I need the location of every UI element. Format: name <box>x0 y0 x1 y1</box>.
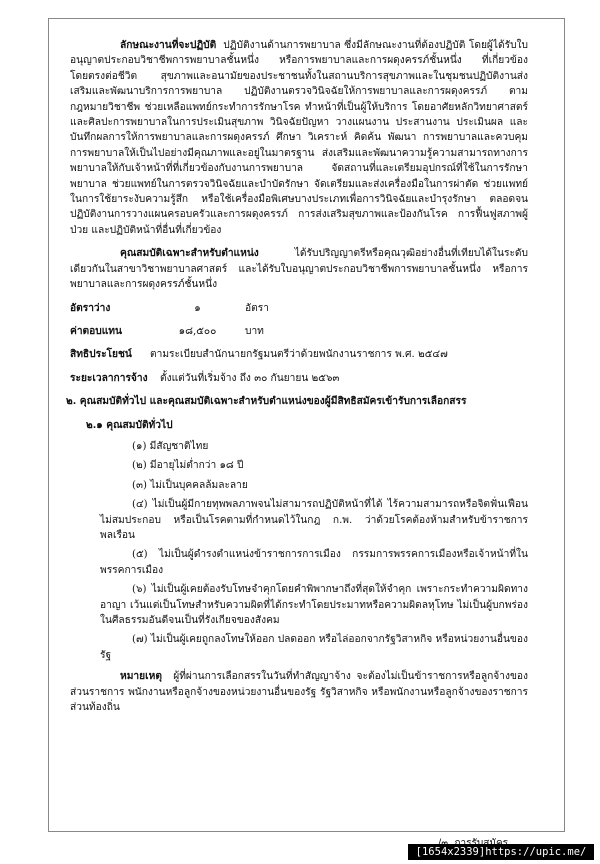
note-paragraph <box>70 669 528 715</box>
vacancy-value: ๑ <box>194 302 201 314</box>
job-label: ลักษณะงานที่จะปฏิบัติ <box>120 39 217 51</box>
list-item: (๓) ไม่เป็นบุคคลล้มละลาย <box>132 479 248 491</box>
section-2-1-heading: ๒.๑ คุณสมบัติทั่วไป <box>86 418 173 431</box>
job-paragraph <box>70 38 528 238</box>
list-item: (๒) มีอายุไม่ต่ำกว่า ๑๘ ปี <box>132 460 244 472</box>
job-text: ปฏิบัติงานด้านการพยาบาล ซึ่งมีลักษณะงานที่ต้องปฏิบัติ โดยผู้ได้รับใบอนุญาตประกอบวิชาชีพการพยาบาลชั้นหนึ่ง หรือการพยาบาลและการผดุงครรภ์ชั้นหนึ่ง ที่เกี่ยวข้องโดยตรงต่อชีวิต สุขภาพและอนามัยของประชาชนทั้งในสถานบริการสุขภาพและในชุมชนปฏิบัติงานส่งเสริมและพัฒนาบริการการพยาบาล ปฏิบัติงานตรวจวินิจฉัยให้การพยาบาลและการผดุงครรภ์ ตามกฎหมายวิชาชีพ ช่วยเหลือแพทย์กระทำการรักษาโรค ทำหน้าที่เป็นผู้ให้บริการ โดยอาศัยหลักวิทยาศาสตร์และศิลปะการพยาบาลในการประเมินสุขภาพ วินิจฉัยปัญหา วางแผนงาน ประสานงาน ประเมินผล และบันทึกผลการให้การพยาบาลและการผดุงครรภ์ ศึกษา วิเคราะห์ คิดค้น พัฒนา การพยาบาลและควบคุม การพยาบาลให้เป็นไปอย่างมีคุณภาพและอยู่ในมาตรฐาน ส่งเสริมและพัฒนาความรู้ความสามารถทางการพยาบาลให้กับเจ้าหน้าที่ที่เกี่ยวข้องกับงานการพยาบาล จัดสถานที่และเตรียมอุปกรณ์ที่ใช้ในการรักษาพยาบาล ช่วยแพทย์ในการตรวจวินิจฉัยและบำบัดรักษา จัดเตรียมและส่งเครื่องมือในการผ่าตัด ช่วยแพทย์ในการใช้ยาระงับความรู้สึก หรือใช้เครื่องมือพิเศษบางประเภทเพื่อการวินิจฉัยและบำรุงรักษา ตลอดจนปฏิบัติงานการวางแผนครอบครัวและการผดุงครรภ์ การส่งเสริมสุขภาพและป้องกันโรค การฟื้นฟูสภาพผู้ป่วย และปฏิบัติหน้าที่อื่นที่เกี่ยวข้อง <box>70 40 529 236</box>
list-item: (๗) ไม่เป็นผู้เคยถูกลงโทษให้ออก ปลดออก หรือไล่ออกจากรัฐวิสาหกิจ หรือหน่วยงานอื่นของรัฐ <box>100 634 528 661</box>
list-item: (๔) ไม่เป็นผู้มีกายทุพพลภาพจนไม่สามารถปฏิบัติหน้าที่ได้ ไร้ความสามารถหรือจิตฟั่นเฟือนไม่สมประกอบ หรือเป็นโรคตามที่กำหนดไว้ในกฎ ก.พ. ว่าด้วยโรคต้องห้ามสำหรับข้าราชการพลเรือน <box>100 499 528 541</box>
qualification-list <box>70 439 528 663</box>
vacancy-label: อัตราว่าง <box>70 301 111 314</box>
document-body <box>66 38 529 723</box>
qual-text: ได้รับปริญญาตรีหรือคุณวุฒิอย่างอื่นที่เทียบได้ในระดับเดียวกันในสาขาวิชาพยาบาลศาสตร์ และได้รับใบอนุญาตประกอบวิชาชีพการพยาบาลชั้นหนึ่ง หรือการพยาบาลและการผดุงครรภ์ชั้นหนึ่ง <box>70 248 528 291</box>
section-2-heading: ๒. คุณสมบัติทั่วไป และคุณสมบัติเฉพาะสำหรับตำแหน่งของผู้มีสิทธิสมัครเข้ารับการเลือกสรร <box>66 395 467 408</box>
salary-row <box>70 324 528 339</box>
salary-value: ๑๘,๕๐๐ <box>178 325 217 337</box>
period-label: ระยะเวลาการจ้าง <box>70 371 148 384</box>
list-item: (๑) มีสัญชาติไทย <box>132 440 209 452</box>
watermark-label: [1654x2339]https://upic.me/ <box>408 844 594 860</box>
vacancy-row <box>70 301 528 316</box>
list-item: (๕) ไม่เป็นผู้ดำรงตำแหน่งข้าราชการการเมือง กรรมการพรรคการเมืองหรือเจ้าหน้าที่ในพรรคการเมือง <box>100 549 528 576</box>
benefit-label: สิทธิประโยชน์ <box>70 348 132 361</box>
period-row <box>70 371 528 386</box>
salary-label: ค่าตอบแทน <box>70 324 122 337</box>
note-label: หมายเหตุ <box>120 670 162 683</box>
qual-label: คุณสมบัติเฉพาะสำหรับตำแหน่ง <box>120 247 259 260</box>
vacancy-unit: อัตรา <box>245 302 269 314</box>
period-text: ตั้งแต่วันที่เริ่มจ้าง ถึง ๓๐ กันยายน ๒๕๖๓ <box>160 372 340 384</box>
note-text: ผู้ที่ผ่านการเลือกสรรในวันที่ทำสัญญาจ้าง จะต้องไม่เป็นข้าราชการหรือลูกจ้างของส่วนราชการ พนักงานหรือลูกจ้างของหน่วยงานอื่นของรัฐ รัฐวิสาหกิจ หรือพนักงานหรือลูกจ้างของราชการส่วนท้องถิ่น <box>70 671 529 714</box>
qual-paragraph <box>70 246 528 292</box>
salary-unit: บาท <box>245 325 264 337</box>
benefit-row <box>70 347 528 362</box>
list-item: (๖) ไม่เป็นผู้เคยต้องรับโทษจำคุกโดยคำพิพากษาถึงที่สุดให้จำคุก เพราะกระทำความผิดทางอาญา เว้นแต่เป็นโทษสำหรับความผิดที่ได้กระทำโดยประมาทหรือความผิดลหุโทษ ไม่เป็นผู้บกพร่องในศีลธรรมอันดีจนเป็นที่รังเกียจของสังคม <box>100 584 528 626</box>
benefit-text: ตามระเบียบสำนักนายกรัฐมนตรีว่าด้วยพนักงานราชการ พ.ศ. ๒๕๔๗ <box>150 349 448 361</box>
